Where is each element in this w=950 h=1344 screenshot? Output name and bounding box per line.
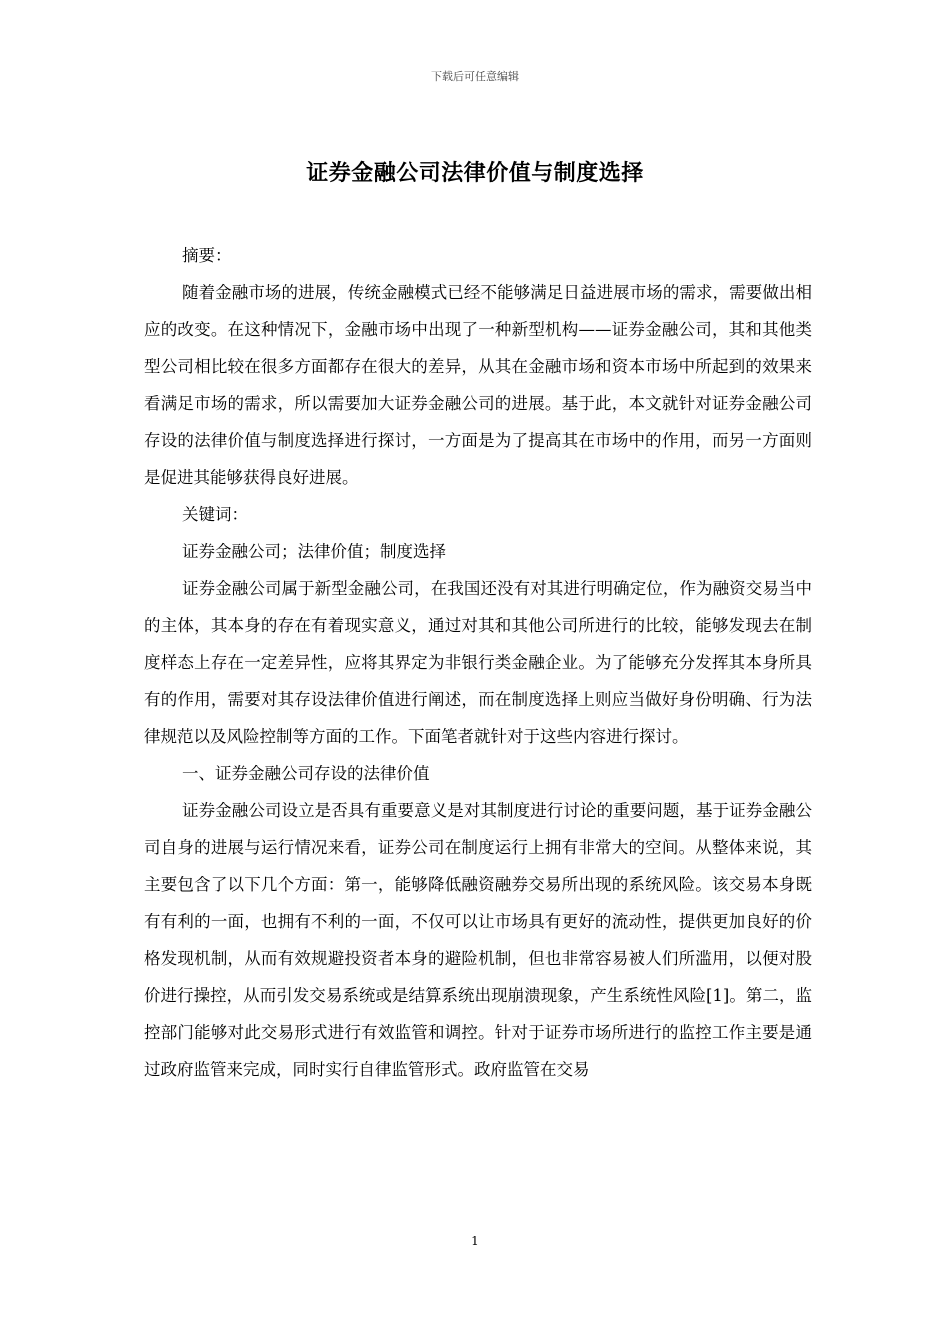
section-heading: 一、证券金融公司存设的法律价值 <box>182 764 430 783</box>
abstract-paragraph: 随着金融市场的进展，传统金融模式已经不能够满足日益进展市场的需求，需要做出相应的改变。在这种情况下，金融市场中出现了一种新型机构——证券金融公司，其和其他类型公司相比较在很多方面都存在很大的差异，从其在金融市场和资本市场中所起到的效果来看满足市场的需求，所以需要加大证券金融公司的进展。基于此，本文就针对证券金融公司存设的法律价值与制度选择进行探讨，一方面是为了提高其在市场中的作用，而另一方面则是促进其能够获得良好进展。 <box>144 283 812 487</box>
abstract-label: 摘要： <box>182 246 232 265</box>
intro-paragraph: 证券金融公司属于新型金融公司，在我国还没有对其进行明确定位，作为融资交易当中的主体，其本身的存在有着现实意义，通过对其和其他公司所进行的比较，能够发现去在制度样态上存在一定差异性，应将其界定为非银行类金融企业。为了能够充分发挥其本身所具有的作用，需要对其存设法律价值进行阐述，而在制度选择上则应当做好身份明确、行为法律规范以及风险控制等方面的工作。下面笔者就针对于这些内容进行探讨。 <box>144 579 812 746</box>
keywords-label: 关键词： <box>182 505 248 524</box>
keywords-text: 证券金融公司；法律价值；制度选择 <box>182 542 446 561</box>
document-title: 证券金融公司法律价值与制度选择 <box>306 161 644 186</box>
document-body <box>144 237 812 1088</box>
section-paragraph: 证券金融公司设立是否具有重要意义是对其制度进行讨论的重要问题，基于证券金融公司自身的进展与运行情况来看，证券公司在制度运行上拥有非常大的空间。从整体来说，其主要包含了以下几个方面：第一，能够降低融资融券交易所出现的系统风险。该交易本身既有有利的一面，也拥有不利的一面，不仅可以让市场具有更好的流动性，提供更加良好的价格发现机制，从而有效规避投资者本身的避险机制，但也非常容易被人们所滥用，以便对股价进行操控，从而引发交易系统或是结算系统出现崩溃现象，产生系统性风险[1]。第二，监控部门能够对此交易形式进行有效监管和调控。针对于证券市场所进行的监控工作主要是通过政府监管来完成，同时实行自律监管形式。政府监管在交易 <box>144 801 812 1079</box>
page-number: 1 <box>471 1234 479 1248</box>
header-note: 下载后可任意编辑 <box>431 70 519 83</box>
